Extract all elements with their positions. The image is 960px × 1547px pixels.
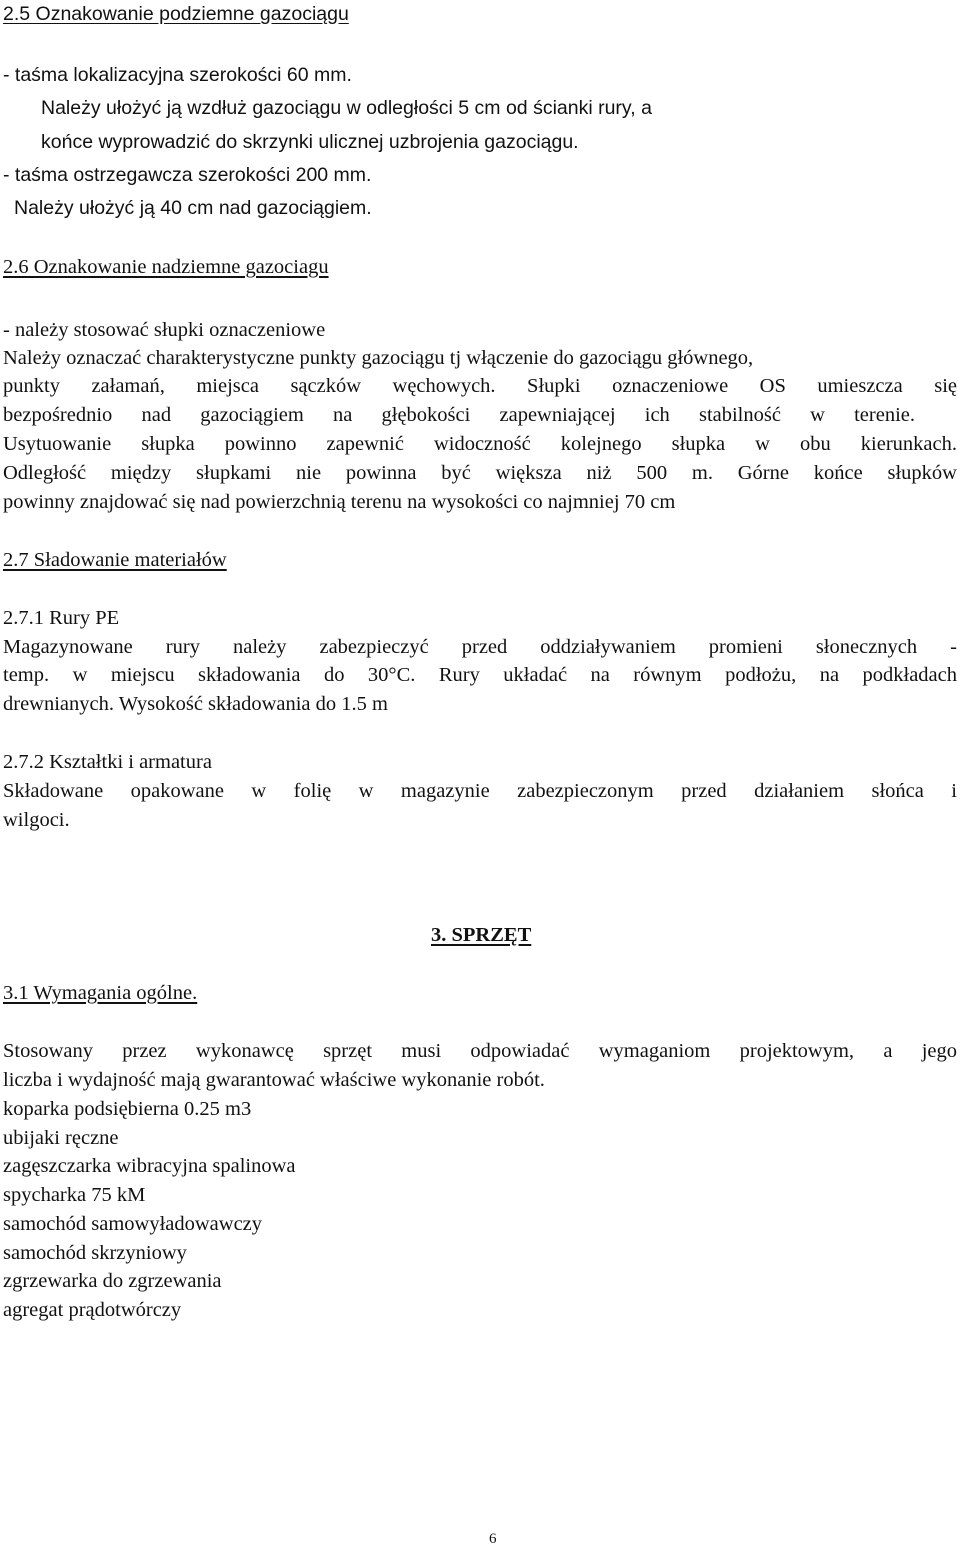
section-2-6-line-5: Usytuowanie słupka powinno zapewnić widoczność kolejnego słupka w obu kierunkach. — [3, 433, 957, 455]
equipment-item-3: zagęszczarka wibracyjna spalinowa — [3, 1155, 296, 1177]
section-3-1-heading: 3.1 Wymagania ogólne. — [3, 982, 198, 1004]
equipment-item-2: ubijaki ręczne — [3, 1127, 119, 1149]
section-2-7-2-line-2: wilgoci. — [3, 809, 70, 831]
section-2-6-line-4: bezpośrednio nad gazociągiem na głębokości zapewniającej ich stabilność w terenie. — [3, 404, 915, 426]
section-2-7-2-line-1: Składowane opakowane w folię w magazynie zabezpieczonym przed działaniem słońca i — [3, 780, 957, 802]
equipment-item-5: samochód samowyładowawczy — [3, 1213, 263, 1235]
equipment-item-4: spycharka 75 kM — [3, 1184, 146, 1206]
section-2-7-1-line-3: drewnianych. Wysokość składowania do 1.5 m — [3, 693, 388, 715]
section-2-5-line-5: Należy ułożyć ją 40 cm nad gazociągiem. — [14, 197, 372, 219]
equipment-item-7: zgrzewarka do zgrzewania — [3, 1270, 222, 1292]
equipment-item-1: koparka podsiębierna 0.25 m3 — [3, 1098, 252, 1120]
section-2-7-1-line-2: temp. w miejscu składowania do 30°C. Rury układać na równym podłożu, na podkładach — [3, 664, 957, 686]
section-2-5-line-1: - taśma lokalizacyjna szerokości 60 mm. — [3, 64, 352, 86]
section-2-6-heading: 2.6 Oznakowanie nadziemne gazociagu — [3, 256, 329, 278]
page-number: 6 — [489, 1531, 497, 1547]
section-2-6-line-1: - należy stosować słupki oznaczeniowe — [3, 319, 326, 341]
section-3-1-line-1: Stosowany przez wykonawcę sprzęt musi odpowiadać wymaganiom projektowym, a jego — [3, 1040, 957, 1062]
section-2-6-line-3: punkty załamań, miejsca sączków węchowych. Słupki oznaczeniowe OS umieszcza się — [3, 375, 957, 397]
equipment-item-6: samochód skrzyniowy — [3, 1242, 187, 1264]
section-2-7-heading: 2.7 Sładowanie materiałów — [3, 549, 227, 571]
section-2-5-line-2: Należy ułożyć ją wzdłuż gazociągu w odległości 5 cm od ścianki rury, a — [41, 97, 652, 119]
section-2-6-line-7: powinny znajdować się nad powierzchnią terenu na wysokości co najmniej 70 cm — [3, 491, 676, 513]
section-2-6-line-2: Należy oznaczać charakterystyczne punkty gazociągu tj włączenie do gazociągu głównego, — [3, 347, 754, 369]
section-2-6-line-6: Odległość między słupkami nie powinna być większa niż 500 m. Górne końce słupków — [3, 462, 957, 484]
section-2-5-line-4: - taśma ostrzegawcza szerokości 200 mm. — [3, 164, 372, 186]
section-2-7-1-line-1: Magazynowane rury należy zabezpieczyć przed oddziaływaniem promieni słonecznych - — [3, 636, 957, 658]
section-2-5-line-3: końce wyprowadzić do skrzynki ulicznej uzbrojenia gazociągu. — [41, 131, 579, 153]
section-3-heading: 3. SPRZĘT — [431, 924, 532, 946]
section-2-5-heading: 2.5 Oznakowanie podziemne gazociągu — [3, 3, 349, 25]
section-3-1-line-2: liczba i wydajność mają gwarantować właściwe wykonanie robót. — [3, 1069, 545, 1091]
section-2-7-2-heading: 2.7.2 Kształtki i armatura — [3, 751, 212, 773]
equipment-item-8: agregat prądotwórczy — [3, 1299, 182, 1321]
section-2-7-1-heading: 2.7.1 Rury PE — [3, 607, 120, 629]
